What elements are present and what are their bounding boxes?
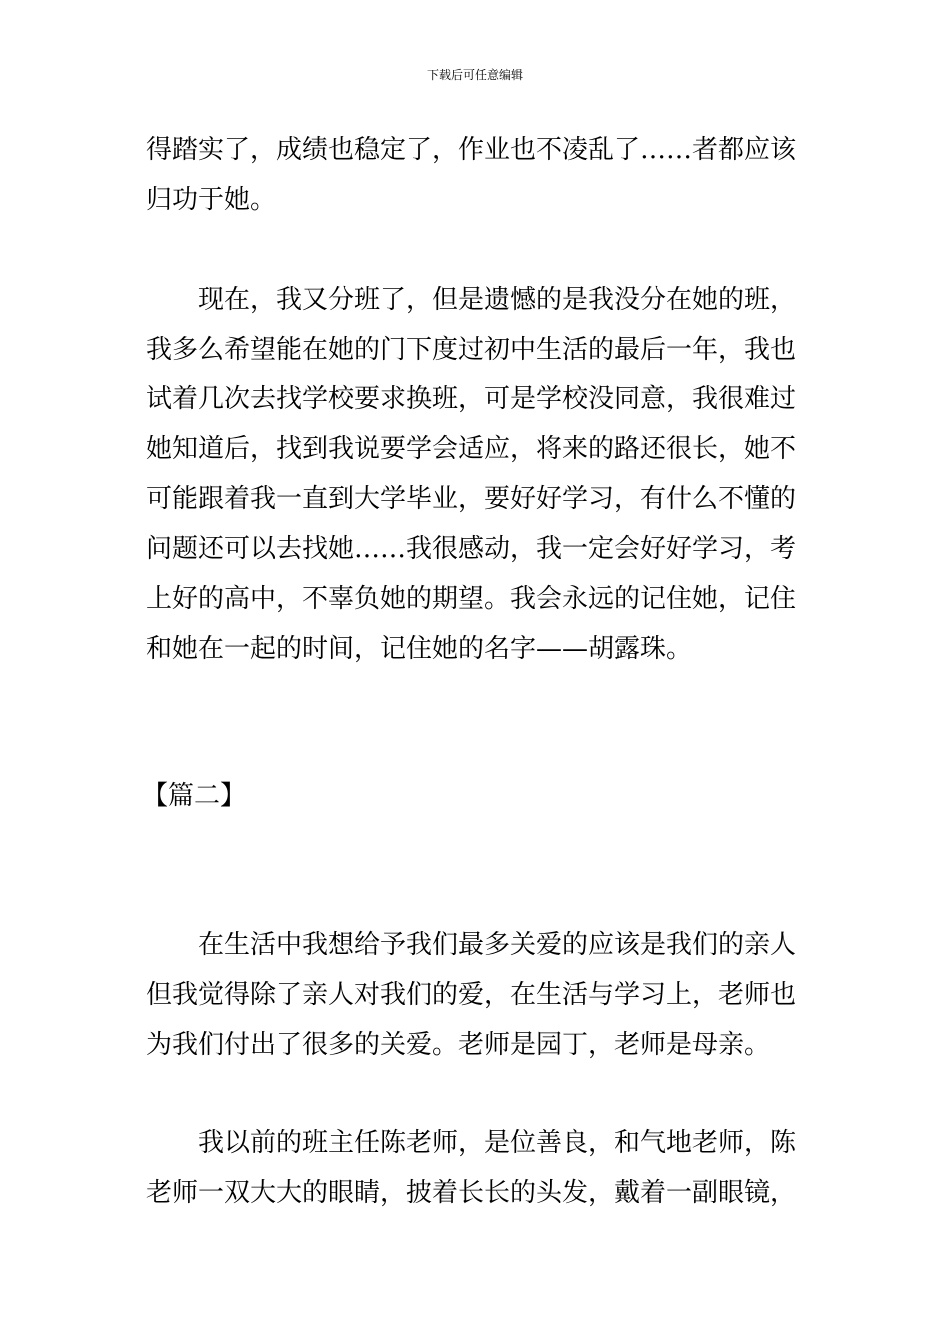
text-line: 她知道后，找到我说要学会适应，将来的路还很长，她不: [146, 434, 797, 464]
text-line: 归功于她。: [146, 185, 277, 215]
text-line: 老师一双大大的眼睛，披着长长的头发，戴着一副眼镜，: [146, 1178, 797, 1208]
text-line: 和她在一起的时间，记住她的名字——胡露珠。: [146, 634, 693, 664]
section-heading: 【篇二】: [142, 781, 247, 811]
text-line: 为我们付出了很多的关爱。老师是园丁，老师是母亲。: [146, 1030, 771, 1060]
text-line: 得踏实了，成绩也稳定了，作业也不凌乱了……者都应该: [146, 135, 797, 165]
text-line: 我以前的班主任陈老师，是位善良，和气地老师，陈: [198, 1128, 797, 1158]
page-header: 下载后可任意编辑: [426, 68, 523, 82]
text-line: 但我觉得除了亲人对我们的爱，在生活与学习上，老师也: [146, 980, 797, 1010]
text-line: 现在，我又分班了，但是遗憾的是我没分在她的班，: [198, 285, 797, 315]
text-line: 上好的高中，不辜负她的期望。我会永远的记住她，记住: [146, 584, 797, 614]
text-line: 在生活中我想给予我们最多关爱的应该是我们的亲人: [198, 930, 797, 960]
text-line: 问题还可以去找她……我很感动，我一定会好好学习，考: [146, 534, 797, 564]
text-line: 我多么希望能在她的门下度过初中生活的最后一年，我也: [146, 335, 797, 365]
text-line: 可能跟着我一直到大学毕业，要好好学习，有什么不懂的: [146, 484, 797, 514]
text-line: 试着几次去找学校要求换班，可是学校没同意，我很难过: [146, 384, 797, 414]
